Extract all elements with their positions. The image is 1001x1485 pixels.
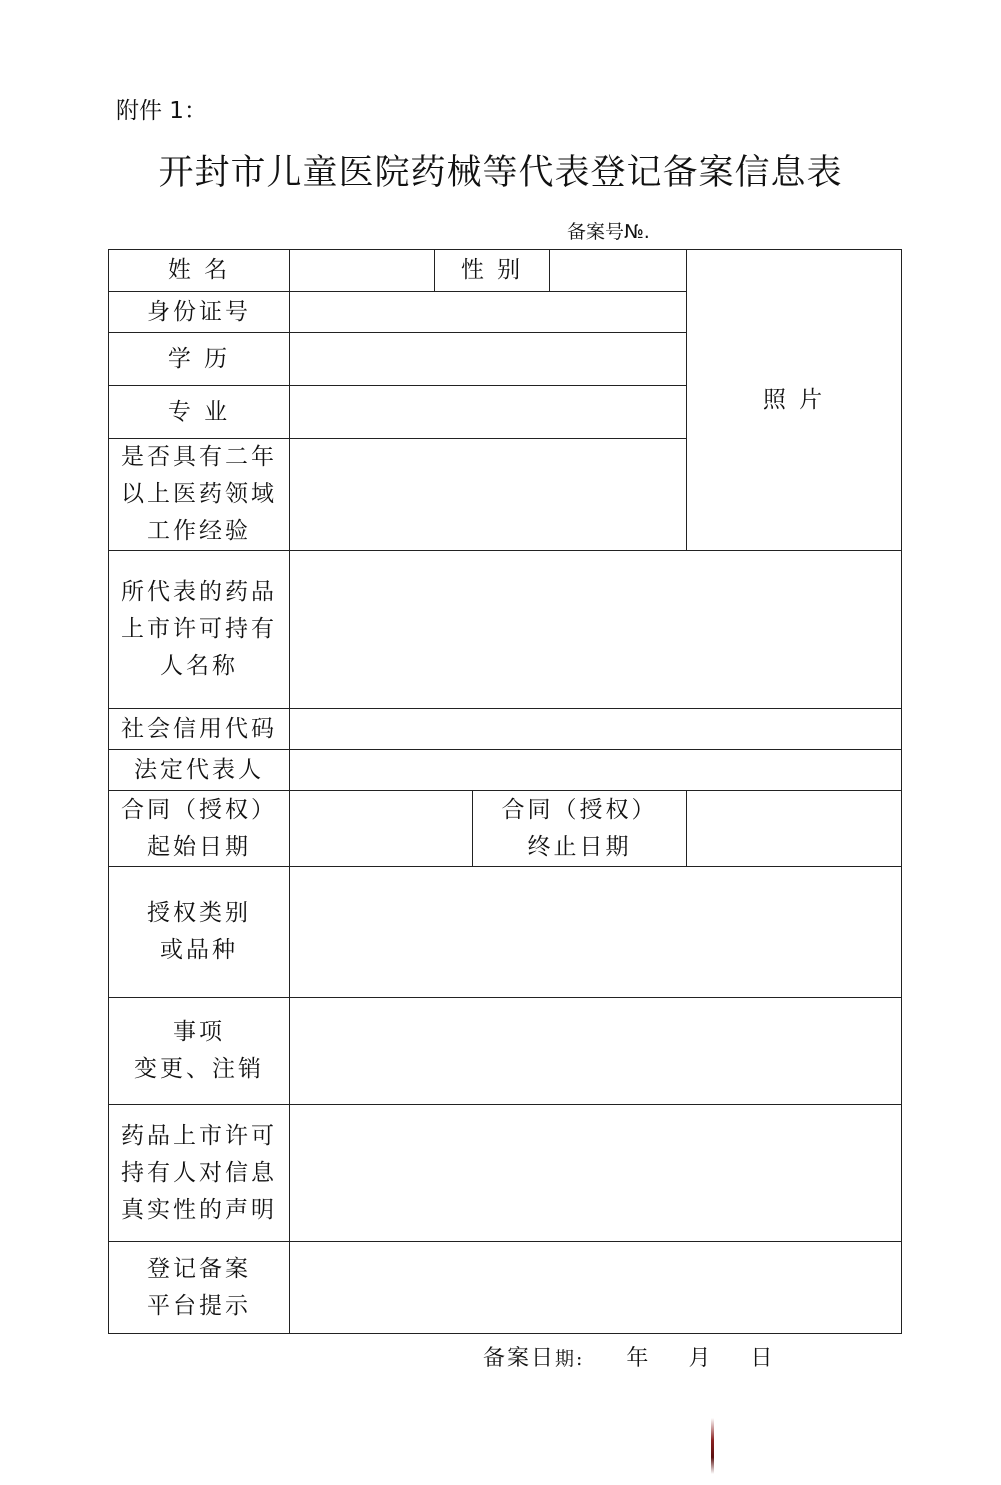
year-label: 年: [626, 1346, 651, 1371]
credit-code-value-cell[interactable]: [290, 709, 902, 750]
platform-notice-value-cell[interactable]: [290, 1242, 902, 1334]
authorization-category-value-cell[interactable]: [290, 867, 902, 998]
record-date-label-suffix: 期:: [555, 1348, 585, 1370]
contract-end-date-value-cell[interactable]: [687, 791, 902, 867]
changes-cancellation-label: 事项 变更、注销: [109, 998, 290, 1105]
represented-holder-value-cell[interactable]: [290, 551, 902, 709]
platform-notice-label: 登记备案 平台提示: [109, 1242, 290, 1334]
contract-start-date-label: 合同（授权） 起始日期: [109, 791, 290, 867]
authenticity-declaration-value-cell[interactable]: [290, 1105, 902, 1242]
changes-cancellation-value-cell[interactable]: [290, 998, 902, 1105]
gender-value-cell[interactable]: [550, 250, 687, 292]
education-label: 学 历: [109, 333, 290, 386]
contract-start-date-value-cell[interactable]: [290, 791, 473, 867]
id-number-value-cell[interactable]: [290, 292, 687, 333]
legal-representative-value-cell[interactable]: [290, 750, 902, 791]
record-date-label: 备案日: [483, 1346, 556, 1371]
major-label: 专 业: [109, 386, 290, 439]
name-value-cell[interactable]: [290, 250, 435, 292]
major-value-cell[interactable]: [290, 386, 687, 439]
contract-end-date-label: 合同（授权） 终止日期: [473, 791, 687, 867]
authenticity-declaration-label: 药品上市许可 持有人对信息 真实性的声明: [109, 1105, 290, 1242]
represented-holder-label: 所代表的药品 上市许可持有 人名称: [109, 551, 290, 709]
page-title: 开封市儿童医院药械等代表登记备案信息表: [158, 153, 843, 193]
authorization-category-label: 授权类别 或品种: [109, 867, 290, 998]
credit-code-label: 社会信用代码: [109, 709, 290, 750]
registration-form-table: [108, 249, 902, 1334]
education-value-cell[interactable]: [290, 333, 687, 386]
photo-box[interactable]: 照 片: [687, 250, 902, 551]
record-number-label: 备案号№.: [567, 221, 650, 243]
experience-label: 是否具有二年 以上医药领域 工作经验: [109, 439, 290, 551]
experience-value-cell[interactable]: [290, 439, 687, 551]
legal-representative-label: 法定代表人: [109, 750, 290, 791]
name-label: 姓 名: [109, 250, 290, 292]
id-number-label: 身份证号: [109, 292, 290, 333]
attachment-label: 附件 1：: [116, 98, 207, 124]
record-date-line: [483, 1341, 774, 1372]
scan-mark: [711, 1418, 714, 1474]
month-label: 月: [688, 1346, 713, 1371]
day-label: 日: [750, 1346, 775, 1371]
gender-label: 性 别: [435, 250, 550, 292]
